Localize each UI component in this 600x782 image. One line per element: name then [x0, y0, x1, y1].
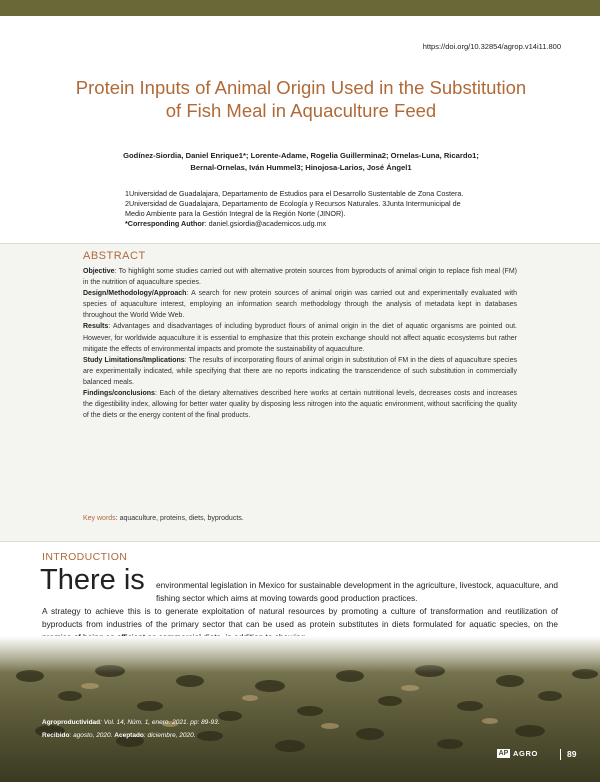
- authors-line-1: Godínez-Siordia, Daniel Enrique1*; Lorente-Adame, Rogelia Guillermina2; Ornelas-Luna, Ricardo1;: [123, 151, 479, 160]
- objective-label: Objective: [83, 268, 115, 275]
- findings-text: : Each of the dietary alternatives described here works at certain nutritional levels, decreases costs and increases the digestibility index, allowing for better water quality by disposing less nitrogen into the aquatic environment, without sacrificing the quality of the diets or the energy content of the final products.: [83, 390, 517, 420]
- tilapia-photo: [0, 636, 600, 782]
- corresponding-email[interactable]: : daniel.gsiordia@academicos.udg.mx: [204, 219, 327, 228]
- intro-dropcap: There is: [40, 564, 145, 596]
- top-color-bar: [0, 0, 600, 16]
- footer-divider: [560, 749, 561, 760]
- affiliations-block: [125, 189, 477, 229]
- received-value: : agosto, 2020.: [69, 732, 115, 739]
- abstract-limitations: [83, 355, 517, 388]
- logo-text: AGRO: [513, 749, 538, 758]
- authors: [70, 150, 532, 174]
- agro-logo: [497, 749, 538, 758]
- journal-label: Agroproductividad: [42, 719, 101, 726]
- doi-link[interactable]: https://doi.org/10.32854/agrop.v14i11.800: [422, 42, 561, 51]
- corresponding-author: [125, 219, 477, 229]
- logo-mark: AP: [498, 750, 509, 757]
- limitations-label: Study Limitations/Implications: [83, 356, 185, 364]
- journal-footer: [42, 716, 220, 742]
- article-title: [40, 76, 562, 122]
- abstract-heading: ABSTRACT: [83, 250, 146, 262]
- corresponding-label: *Corresponding Author: [125, 219, 205, 228]
- affiliations: 1Universidad de Guadalajara, Departamento de Estudios para el Desarrollo Sustentable de Zona Costera. 2Universidad de Guadalajara, Departamento de Ecología y Recursos Naturales. 3Junta Intermunicipal de Medio Ambiente para la Gestión Integral de la Región Norte (JINOR).: [125, 189, 464, 218]
- intro-body-text: A strategy to achieve this is to generate exploitation of natural resources by promoting a culture of transformation and reutilization of byproducts from industries of the primary sector that can be used as protein substitutes in diets formulated for aquatic species, on the: [42, 606, 558, 629]
- findings-label: Findings/conclusions: [83, 390, 155, 398]
- received-accepted: [42, 729, 220, 742]
- intro-first-lines: [156, 579, 558, 605]
- design-text: : A search for new protein sources of animal origin was carried out and experimentally evaluated with species of aquaculture interest, employing an information search methodology through the analysis of metadata kept in databases throughout the World Wide Web.: [83, 290, 517, 320]
- design-label: Design/Methodology/Approach: [83, 290, 187, 298]
- accepted-label: Aceptado: [114, 732, 144, 739]
- journal-info: : Vol. 14, Núm. 1, enero. 2021. pp: 89-93.: [100, 719, 220, 726]
- journal-citation: [42, 716, 220, 729]
- authors-line-2: Bernal-Ornelas, Iván Hummel3; Hinojosa-Larios, José Ángel1: [190, 163, 412, 172]
- limitations-text: : The results of incorporating flours of animal origin in substitution of FM in the diets of aquaculture species are experimentally indicated, while specifying that there are no reports indicating the transcendence of such substitution in commercially balanced meals.: [83, 356, 517, 386]
- title-line-2: of Fish Meal in Aquaculture Feed: [165, 100, 437, 121]
- keywords: [83, 515, 244, 522]
- results-text: : Advantages and disadvantages of including byproduct flours of animal origin in the diet of aquatic organisms are pointed out. However, for worldwide aquaculture it is essential to emphasize that this protein exchange should not affect aquatic ecosystems but rather mitigate the effects of environmental impacts and promote the sustainability of aquaculture.: [83, 323, 517, 353]
- abstract-design: [83, 288, 517, 321]
- abstract-objective: [83, 266, 517, 288]
- title-line-1: Protein Inputs of Animal Origin Used in the Substitution: [75, 77, 527, 98]
- results-label: Results: [83, 323, 109, 331]
- intro-first-text: environmental legislation in Mexico for sustainable development in the agriculture, livestock, aquaculture, and fishing sector which aims at moving towards good production practices.: [156, 580, 558, 603]
- page-number: 89: [567, 749, 577, 759]
- keywords-text: : aquaculture, proteins, diets, byproducts.: [115, 515, 244, 522]
- objective-text: : To highlight some studies carried out with alternative protein sources from byproducts of animal origin to replace fish meal (FM) in the nutrition of aquaculture species.: [83, 268, 517, 287]
- abstract-body: [83, 266, 517, 421]
- accepted-value: : diciembre, 2020.: [143, 732, 196, 739]
- keywords-label: Key words: [83, 515, 116, 522]
- abstract-results: [83, 321, 517, 354]
- received-label: Recibido: [42, 732, 70, 739]
- introduction-heading: INTRODUCTION: [42, 551, 128, 563]
- abstract-findings: [83, 388, 517, 421]
